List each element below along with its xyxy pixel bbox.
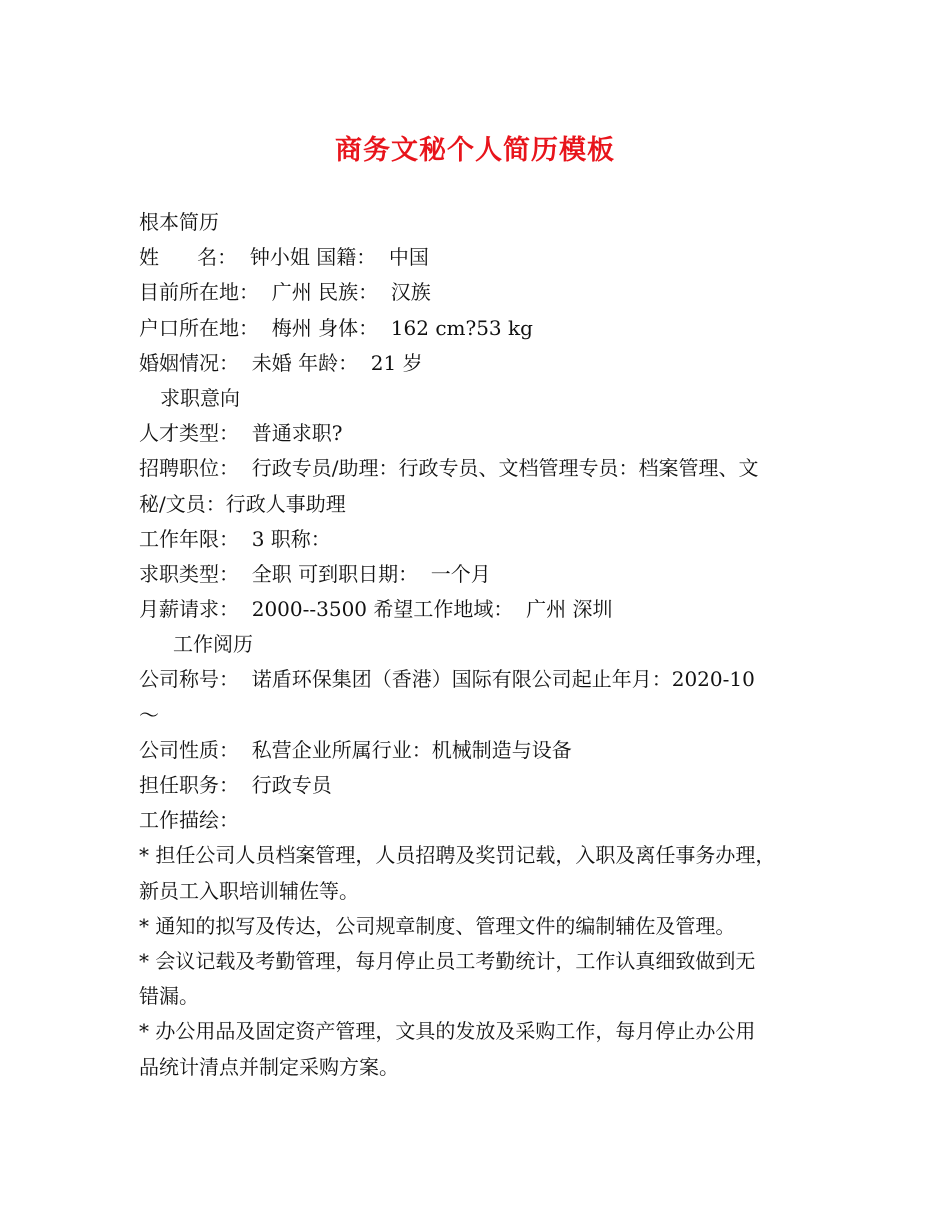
duty-bullet-4-continued: 品统计清点并制定采购方案。 [139,1054,399,1079]
company-name-line: 公司称号： 诺盾环保集团（香港）国际有限公司起止年月：2020-10 [139,667,755,692]
household-location-body-line: 户口所在地： 梅州 身体： 162 cm?53 kg [139,315,533,340]
salary-location-line: 月薪请求： 2000--3500 希望工作地域： 广州 深圳 [139,597,613,622]
duty-bullet-3-continued: 错漏。 [139,984,199,1009]
section-heading-work-experience: 工作阅历 [173,632,253,657]
duty-bullet-1-continued: 新员工入职培训辅佐等。 [139,878,359,903]
job-type-line: 求职类型： 全职 可到职日期： 一个月 [139,561,491,586]
desired-position-line: 招聘职位： 行政专员/助理：行政专员、文档管理专员：档案管理、文 [139,456,759,481]
marital-status-age-line: 婚姻情况： 未婚 年龄： 21 岁 [139,350,423,375]
section-heading-basic-resume: 根本简历 [139,210,219,234]
duty-bullet-4: * 办公用品及固定资产管理，文具的发放及采购工作，每月停止办公用 [139,1019,756,1044]
document-title: 商务文秘个人简历模板 [335,135,615,166]
company-nature-line: 公司性质： 私营企业所属行业：机械制造与设备 [139,737,572,762]
resume-body [139,205,829,1085]
current-location-ethnicity-line: 目前所在地： 广州 民族： 汉族 [139,280,431,305]
years-of-work-line: 工作年限： 3 职称： [139,526,331,551]
name-nationality-line: 姓 名： 钟小姐 国籍： 中国 [139,245,429,270]
work-description-label: 工作描绘： [139,808,239,833]
duty-bullet-2: * 通知的拟写及传达，公司规章制度、管理文件的编制辅佐及管理。 [139,913,736,938]
section-heading-job-intention: 求职意向 [160,385,240,410]
position-held-line: 担任职务： 行政专员 [139,773,332,797]
duty-bullet-1: * 担任公司人员档案管理，人员招聘及奖罚记载，入职及离任事务办理， [139,843,776,868]
desired-position-line-continued: 秘/文员：行政人事助理 [139,491,346,516]
company-name-line-continued: ～ [139,702,159,727]
talent-type-line: 人才类型： 普通求职? [139,421,343,446]
duty-bullet-3: * 会议记载及考勤管理，每月停止员工考勤统计，工作认真细致做到无 [139,948,756,973]
